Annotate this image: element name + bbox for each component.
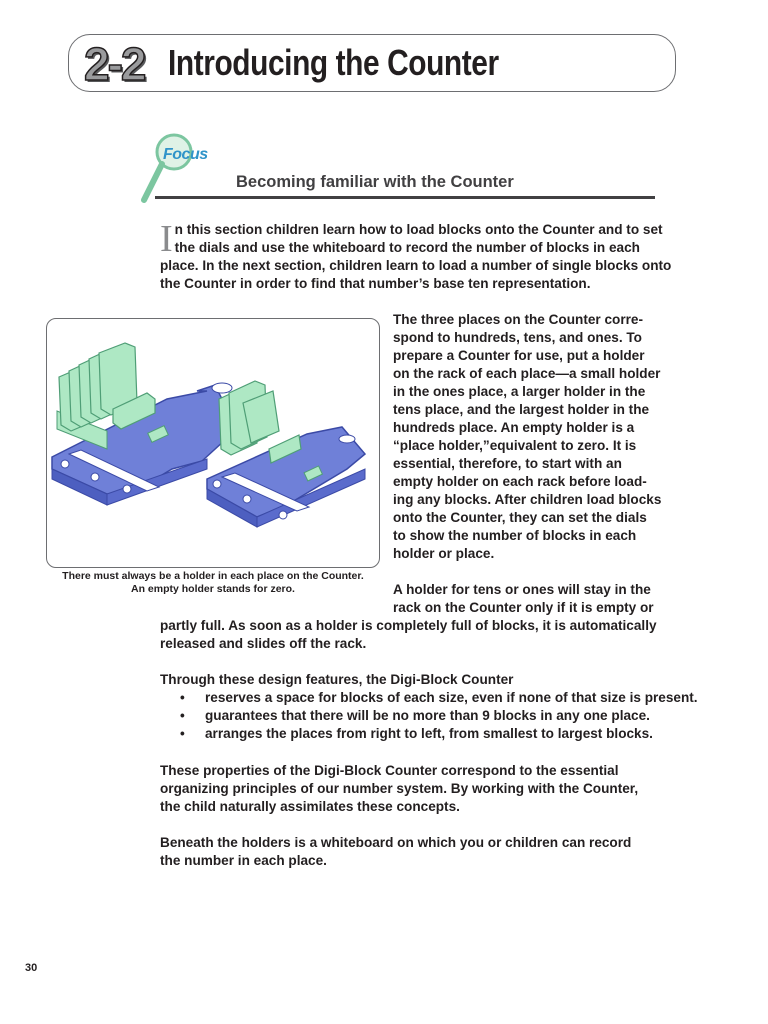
text-line: onto the Counter, they can set the dials [393,510,647,525]
list-item [160,689,700,707]
text-line: tens place, and the largest holder in the [393,402,650,417]
holder-continuation [160,617,700,653]
magnifier-icon [138,130,220,206]
text-line: spond to hundreds, tens, and ones. To [393,330,642,345]
design-features-list [160,689,700,743]
right-counter [207,381,365,527]
text-line: holder or place. [393,546,495,561]
text-line: Beneath the holders is a whiteboard on which you or children can record [160,835,632,850]
page-number: 30 [25,962,38,974]
text-line: on the rack of each place—a small holder [393,366,661,381]
bullet-icon: • [180,690,185,705]
figure-caption [46,570,380,595]
drop-cap: I [160,218,173,260]
text-line: to show the number of blocks in each [393,528,637,543]
bullet-icon: • [180,726,185,741]
intro-text: n this section children learn how to load blocks onto the Counter and to set the dials and use the whiteboard to record the number of blocks in each place. In the next section, children learn to load a number of single blocks onto the Counter in order to find that number’s base ten representation. [160,222,672,291]
whiteboard-paragraph [160,834,700,870]
text-line: partly full. As soon as a holder is completely full of blocks, it is automatically [160,618,657,633]
text-line: hundreds place. An empty holder is a [393,420,635,435]
text-line: A holder for tens or ones will stay in the [393,582,651,597]
text-line: “place holder,”equivalent to zero. It is [393,438,637,453]
design-features [160,671,700,743]
list-item [160,725,700,743]
text-line: the child naturally assimilates these concepts. [160,799,460,814]
text-line: ing any blocks. After children load blocks [393,492,662,507]
section-title: Introducing the Counter [168,42,499,83]
text-line: prepare a Counter for use, put a holder [393,348,645,363]
text-line: empty holder on each rack before load- [393,474,647,489]
text-line: The three places on the Counter corre- [393,312,644,327]
caption-line-2: An empty holder stands for zero. [131,582,295,595]
text-line: These properties of the Digi-Block Counter correspond to the essential [160,763,619,778]
counter-illustration [47,319,381,569]
intro-paragraph [160,218,680,293]
text-line: in the ones place, a larger holder in the [393,384,646,399]
list-item-text: guarantees that there will be no more than 9 blocks in any one place. [205,708,650,723]
caption-line-1: There must always be a holder in each place on the Counter. [62,570,364,582]
focus-divider [155,196,655,199]
list-item [160,707,700,725]
text-line: rack on the Counter only if it is empty or [393,600,654,615]
section-number: 2-2 [84,38,145,90]
list-item-text: reserves a space for blocks of each size, even if none of that size is present. [205,690,698,705]
design-features-lead: Through these design features, the Digi-Block Counter [160,672,514,687]
counter-figure [46,318,380,568]
right-column-paragraph [393,311,683,563]
focus-heading: Becoming familiar with the Counter [236,173,514,191]
text-line: organizing principles of our number system. By working with the Counter, [160,781,639,796]
text-line: released and slides off the rack. [160,636,367,651]
text-line: essential, therefore, to start with an [393,456,622,471]
holder-paragraph [393,581,683,617]
bullet-icon: • [180,708,185,723]
properties-paragraph [160,762,700,816]
list-item-text: arranges the places from right to left, from smallest to largest blocks. [205,726,653,741]
text-line: the number in each place. [160,853,327,868]
focus-label: Focus [163,146,208,163]
